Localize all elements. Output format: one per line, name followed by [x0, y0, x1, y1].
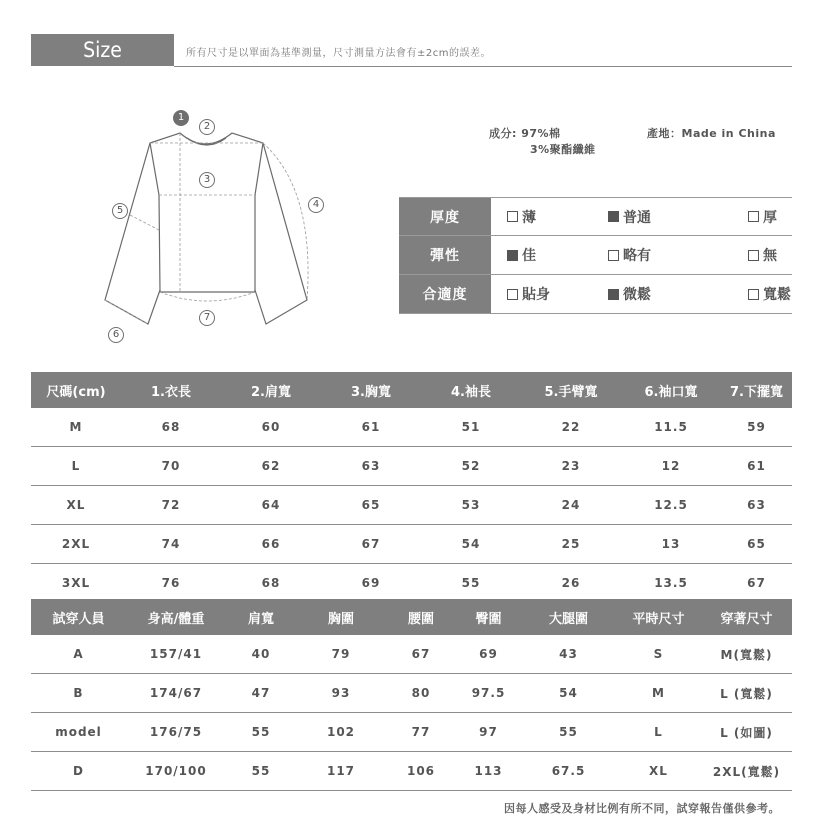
table-cell: 80 [411, 686, 431, 700]
checkbox-icon [748, 250, 759, 261]
table-cell: 52 [461, 459, 481, 473]
checkbox-icon [507, 289, 518, 300]
option [591, 198, 711, 235]
table-cell: XL [649, 764, 668, 778]
table-cell: 106 [406, 764, 436, 778]
table-cell: 93 [331, 686, 351, 700]
option [491, 198, 591, 235]
table-cell: 65 [747, 537, 766, 551]
table-cell: 67.5 [551, 764, 586, 778]
option-label: 厚 [763, 209, 777, 226]
checked-box-icon [608, 211, 619, 222]
checkbox-icon [748, 211, 759, 222]
option-label: 佳 [522, 248, 536, 264]
table-cell: 26 [561, 576, 581, 590]
table-cell: 68 [161, 420, 181, 434]
table-cell: 113 [474, 764, 503, 778]
table-cell: 69 [361, 576, 381, 590]
column-header: 6.袖口寬 [644, 384, 698, 400]
table-cell: 25 [561, 537, 581, 551]
table-cell: 24 [561, 498, 581, 512]
table-row [31, 525, 792, 564]
checked-box-icon [507, 250, 518, 261]
table-cell: L (寬鬆) [720, 686, 773, 701]
table-cell: 74 [161, 537, 181, 551]
table-cell: 23 [561, 459, 581, 473]
column-header: 5.手臂寬 [544, 384, 598, 400]
table-cell: 54 [559, 686, 578, 700]
table-cell: 43 [559, 647, 578, 661]
table-cell: L (如圖) [720, 725, 773, 740]
table-cell: 97 [479, 725, 498, 739]
table-cell: L [654, 725, 663, 739]
table-cell: 70 [161, 459, 181, 473]
table-row [31, 713, 792, 752]
garment-sketch [95, 100, 335, 350]
column-header: 穿著尺寸 [720, 611, 773, 627]
table-cell: 67 [361, 537, 381, 551]
table-row [31, 635, 792, 674]
checkbox-icon [608, 250, 619, 261]
property-row-fit [399, 275, 792, 314]
column-header: 1.衣長 [151, 384, 191, 400]
table-row [31, 752, 792, 791]
marker-3: 3 [199, 172, 215, 188]
option-label: 薄 [522, 209, 536, 226]
table-cell: B [73, 686, 84, 700]
table-cell: 11.5 [654, 420, 688, 434]
table-cell: 60 [261, 420, 281, 434]
table-cell: 2XL [61, 537, 91, 551]
table-cell: 61 [747, 459, 766, 473]
table-cell: 22 [561, 420, 581, 434]
tryon-header [31, 599, 792, 635]
table-cell: M [652, 686, 665, 700]
column-header: 2.肩寬 [251, 384, 291, 400]
origin-label: 產地：Made in China [647, 127, 776, 140]
property-row-elasticity [399, 236, 792, 275]
table-cell: 97.5 [471, 686, 506, 700]
property-label: 合適度 [399, 275, 491, 313]
table-cell: 102 [326, 725, 356, 739]
table-cell: 55 [559, 725, 578, 739]
table-row [31, 564, 792, 603]
table-cell: 67 [747, 576, 766, 590]
size-header [31, 372, 792, 408]
column-header: 3.胸寬 [351, 384, 391, 400]
table-cell: M(寬鬆) [720, 647, 773, 662]
option [711, 275, 792, 313]
table-cell: 12 [661, 459, 681, 473]
option-label: 微鬆 [623, 287, 651, 303]
property-table [399, 197, 792, 314]
table-row [31, 447, 792, 486]
section-title: Size Information [31, 34, 174, 66]
table-cell: 69 [479, 647, 498, 661]
table-cell: 66 [261, 537, 281, 551]
checkbox-icon [748, 289, 759, 300]
column-header: 身高/體重 [147, 611, 205, 627]
measurement-note: 所有尺寸是以單面為基準測量，尺寸測量方法會有±2cm的誤差。 [186, 48, 491, 59]
table-cell: 176/75 [149, 725, 203, 739]
checked-box-icon [608, 289, 619, 300]
sweater-outline-icon [95, 100, 335, 350]
table-cell: 62 [261, 459, 281, 473]
property-row-thickness [399, 197, 792, 236]
table-cell: 2XL(寬鬆) [712, 764, 781, 779]
option-label: 寬鬆 [763, 287, 791, 303]
column-header: 臀圍 [475, 611, 502, 627]
table-cell: 79 [331, 647, 351, 661]
column-header: 試穿人員 [52, 611, 105, 627]
property-label: 彈性 [399, 236, 491, 274]
option [591, 236, 711, 274]
column-header: 肩寬 [247, 611, 274, 627]
table-cell: 55 [251, 725, 271, 739]
checkbox-icon [507, 211, 518, 222]
composition-line-2: 3%聚酯纖維 [530, 143, 596, 156]
table-cell: L [71, 459, 81, 473]
table-cell: M [69, 420, 83, 434]
option [491, 275, 591, 313]
table-cell: 40 [251, 647, 271, 661]
table-cell: 13 [661, 537, 681, 551]
table-cell: 64 [261, 498, 281, 512]
marker-7: 7 [199, 310, 215, 326]
table-cell: 59 [747, 420, 766, 434]
table-cell: S [653, 647, 664, 661]
header-divider [174, 66, 792, 67]
table-cell: XL [66, 498, 86, 512]
column-header: 腰圍 [407, 611, 434, 627]
table-cell: 76 [161, 576, 181, 590]
table-cell: 72 [161, 498, 181, 512]
table-cell: 55 [461, 576, 481, 590]
table-cell: D [73, 764, 84, 778]
size-table [31, 372, 792, 603]
table-cell: 61 [361, 420, 381, 434]
column-header: 尺碼(cm) [46, 384, 106, 400]
table-cell: 55 [251, 764, 271, 778]
table-cell: model [55, 725, 102, 739]
table-cell: 67 [411, 647, 431, 661]
option [591, 275, 711, 313]
table-cell: 54 [461, 537, 481, 551]
table-row [31, 486, 792, 525]
composition-line-1: 成分: 97%棉 [489, 127, 561, 140]
table-cell: A [73, 647, 84, 661]
table-row [31, 408, 792, 447]
option [711, 198, 792, 235]
table-cell: 53 [461, 498, 481, 512]
table-cell: 13.5 [654, 576, 688, 590]
column-header: 平時尺寸 [632, 611, 685, 627]
column-header: 4.袖長 [451, 384, 491, 400]
property-label: 厚度 [399, 198, 491, 235]
table-cell: 174/67 [149, 686, 203, 700]
column-header: 胸圍 [327, 611, 354, 627]
marker-2: 2 [199, 119, 215, 135]
table-cell: 51 [461, 420, 481, 434]
tryon-table [31, 599, 792, 791]
option-label: 普通 [623, 209, 651, 226]
option-label: 貼身 [522, 287, 550, 303]
option [711, 236, 792, 274]
table-cell: 47 [251, 686, 271, 700]
option-label: 略有 [623, 248, 651, 264]
table-cell: 77 [411, 725, 431, 739]
marker-6: 6 [108, 327, 124, 343]
table-cell: 117 [326, 764, 356, 778]
table-cell: 12.5 [654, 498, 688, 512]
marker-4: 4 [308, 197, 324, 213]
column-header: 大腿圍 [548, 611, 588, 627]
option-label: 無 [763, 248, 777, 264]
column-header: 7.下擺寬 [730, 384, 783, 400]
table-cell: 65 [361, 498, 381, 512]
table-cell: 170/100 [145, 764, 207, 778]
table-cell: 63 [361, 459, 381, 473]
table-row [31, 674, 792, 713]
table-cell: 68 [261, 576, 281, 590]
table-cell: 63 [747, 498, 766, 512]
table-cell: 157/41 [149, 647, 203, 661]
option [491, 236, 591, 274]
marker-5: 5 [112, 203, 128, 219]
table-cell: 3XL [61, 576, 91, 590]
marker-1: 1 [173, 110, 189, 126]
footer-note: 因每人感受及身材比例有所不同，試穿報告僅供參考。 [504, 802, 780, 815]
